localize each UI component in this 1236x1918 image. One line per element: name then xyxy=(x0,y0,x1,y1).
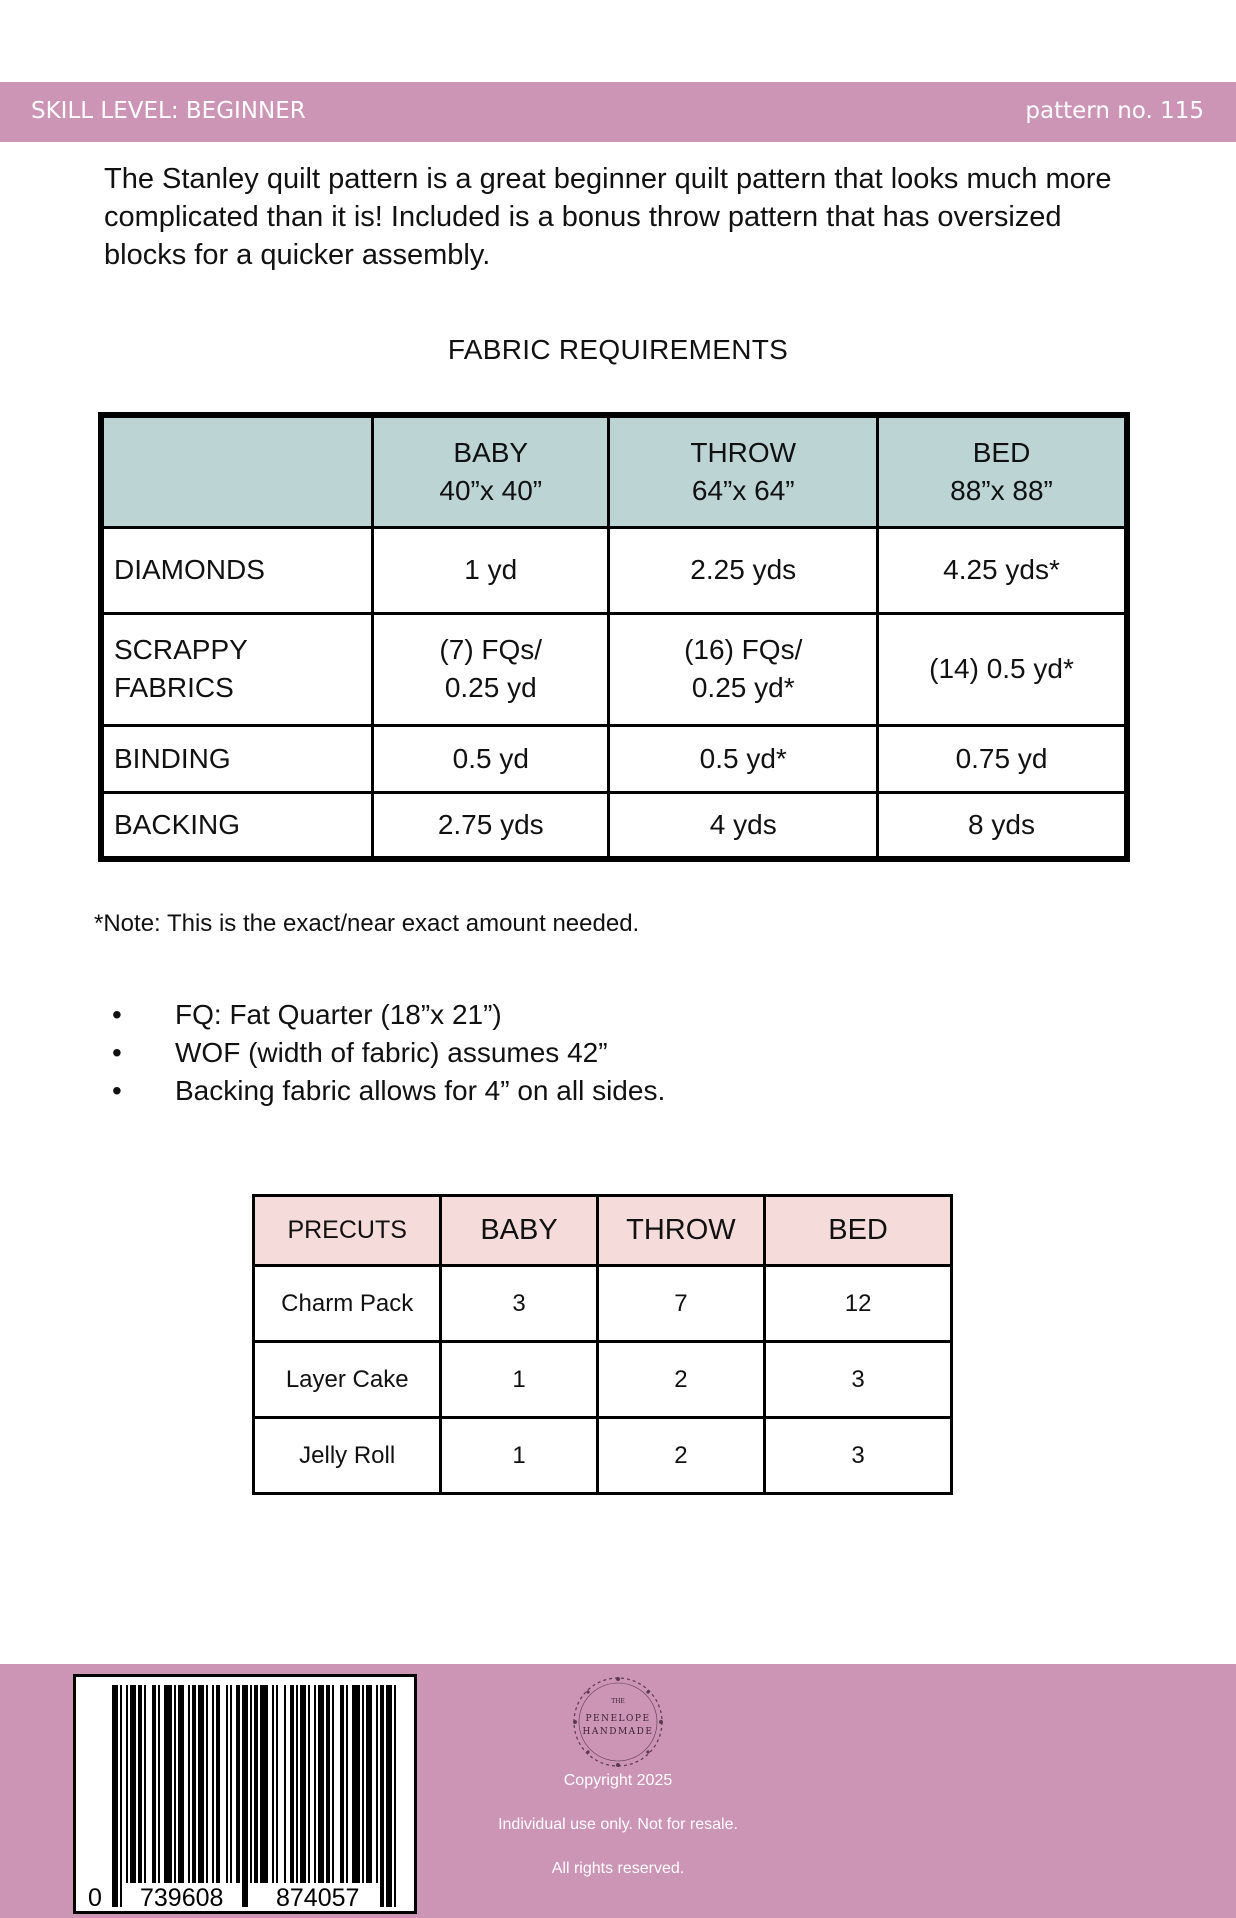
list-item xyxy=(112,1072,665,1110)
column-dims: 64”x 64” xyxy=(691,474,795,506)
table-cell: 7 xyxy=(597,1266,764,1342)
barcode-digit-group: 874057 xyxy=(276,1884,360,1912)
skill-level: SKILL LEVEL: BEGINNER xyxy=(31,98,306,124)
table-cell xyxy=(878,725,1127,792)
table-cell: 1 xyxy=(441,1342,597,1418)
cell-line: 0.5 yd xyxy=(452,742,529,774)
column-header-bed xyxy=(878,415,1127,527)
column-header-baby xyxy=(373,415,609,527)
column-size: BED xyxy=(972,436,1031,468)
barcode xyxy=(73,1674,417,1914)
column-size: BABY xyxy=(453,436,529,468)
row-label xyxy=(101,792,373,859)
column-header: BABY xyxy=(441,1196,597,1266)
cell-line: 2.75 yds xyxy=(437,808,544,840)
bullet-glyph: • xyxy=(112,1075,122,1106)
column-header: THROW xyxy=(597,1196,764,1266)
column-header-throw xyxy=(609,415,878,527)
header-band xyxy=(0,82,1236,142)
cell-line: 4 yds xyxy=(709,808,777,840)
table-cell: 2 xyxy=(597,1342,764,1418)
bullet-list xyxy=(112,996,665,1110)
table-row-scrappy-fabrics xyxy=(101,613,1127,725)
row-label-line: BACKING xyxy=(114,808,241,840)
seal-small-text: THE xyxy=(611,1698,625,1705)
cell-line: 0.75 yd xyxy=(955,742,1048,774)
table-cell xyxy=(373,725,609,792)
table-cell: Charm Pack xyxy=(254,1266,441,1342)
row-label-line: FABRICS xyxy=(114,672,234,703)
corner-cell xyxy=(101,415,373,527)
cell-line: 1 yd xyxy=(464,554,518,585)
table-row xyxy=(254,1418,952,1494)
list-item xyxy=(112,1034,665,1072)
copyright-text: Copyright 2025 xyxy=(563,1772,673,1789)
list-item-text: WOF (width of fabric) assumes 42” xyxy=(175,1037,608,1068)
table-cell: 3 xyxy=(441,1266,597,1342)
table-cell xyxy=(609,725,878,792)
table-cell xyxy=(878,613,1127,725)
table-header-row xyxy=(254,1196,952,1266)
row-label-line: BINDING xyxy=(114,742,231,774)
list-item-text: FQ: Fat Quarter (18”x 21”) xyxy=(175,999,502,1030)
note-text: *Note: This is the exact/near exact amount needed. xyxy=(94,910,640,937)
seal-bottom-text: HANDMADE xyxy=(582,1727,654,1737)
cell-line: (14) 0.5 yd* xyxy=(929,653,1074,684)
table-cell: Layer Cake xyxy=(254,1342,441,1418)
table-header-row xyxy=(101,415,1127,527)
bullet-glyph: • xyxy=(112,1037,122,1068)
fabric-requirements-table xyxy=(98,412,1130,862)
bullet-glyph: • xyxy=(112,999,122,1030)
pattern-number: pattern no. 115 xyxy=(1025,98,1204,124)
table-cell xyxy=(609,613,878,725)
cell-line: (7) FQs/ xyxy=(439,634,543,665)
seal-top-text: PENELOPE xyxy=(585,1714,651,1724)
cell-line: 8 yds xyxy=(968,808,1035,840)
table-cell xyxy=(609,792,878,859)
table-row-binding xyxy=(101,725,1127,792)
table-cell: 3 xyxy=(765,1342,952,1418)
list-item xyxy=(112,996,665,1034)
table-cell xyxy=(878,792,1127,859)
precuts-table xyxy=(252,1194,953,1495)
table-cell xyxy=(609,527,878,613)
table-cell: Jelly Roll xyxy=(254,1418,441,1494)
cell-line: (16) FQs/ xyxy=(684,634,803,665)
footer-band xyxy=(0,1664,1236,1918)
cell-line: 0.25 yd* xyxy=(691,672,795,703)
table-cell: 12 xyxy=(765,1266,952,1342)
column-size: THROW xyxy=(690,436,797,468)
column-header: PRECUTS xyxy=(254,1196,441,1266)
table-cell xyxy=(373,792,609,859)
column-dims: 88”x 88” xyxy=(950,474,1053,506)
table-cell xyxy=(878,527,1127,613)
column-header: BED xyxy=(765,1196,952,1266)
table-cell xyxy=(373,613,609,725)
row-label-line: DIAMONDS xyxy=(114,554,265,585)
penelope-handmade-seal-icon xyxy=(560,1668,676,1778)
table-cell: 1 xyxy=(441,1418,597,1494)
table-row-diamonds xyxy=(101,527,1127,613)
intro-paragraph: The Stanley quilt pattern is a great beginner quilt pattern that looks much more complicated than it is! Included is a bonus throw pattern that has oversized blocks for a quicker assembly. xyxy=(104,163,1112,271)
table-cell: 2 xyxy=(597,1418,764,1494)
column-dims: 40”x 40” xyxy=(439,474,543,506)
row-label xyxy=(101,613,373,725)
cell-line: 2.25 yds xyxy=(690,554,797,585)
row-label xyxy=(101,527,373,613)
usage-text: Individual use only. Not for resale. xyxy=(498,1816,738,1833)
fabric-requirements-title: FABRIC REQUIREMENTS xyxy=(447,334,789,365)
table-row-backing xyxy=(101,792,1127,859)
table-row xyxy=(254,1266,952,1342)
table-row xyxy=(254,1342,952,1418)
barcode-digit-group: 739608 xyxy=(140,1884,224,1912)
row-label-line: SCRAPPY xyxy=(114,634,248,665)
table-cell: 3 xyxy=(765,1418,952,1494)
barcode-digit-group: 0 xyxy=(88,1884,102,1912)
table-cell xyxy=(373,527,609,613)
cell-line: 4.25 yds* xyxy=(943,554,1060,585)
row-label xyxy=(101,725,373,792)
list-item-text: Backing fabric allows for 4” on all sides. xyxy=(175,1075,666,1106)
cell-line: 0.5 yd* xyxy=(699,742,787,774)
rights-text: All rights reserved. xyxy=(551,1860,685,1877)
cell-line: 0.25 yd xyxy=(444,672,537,703)
